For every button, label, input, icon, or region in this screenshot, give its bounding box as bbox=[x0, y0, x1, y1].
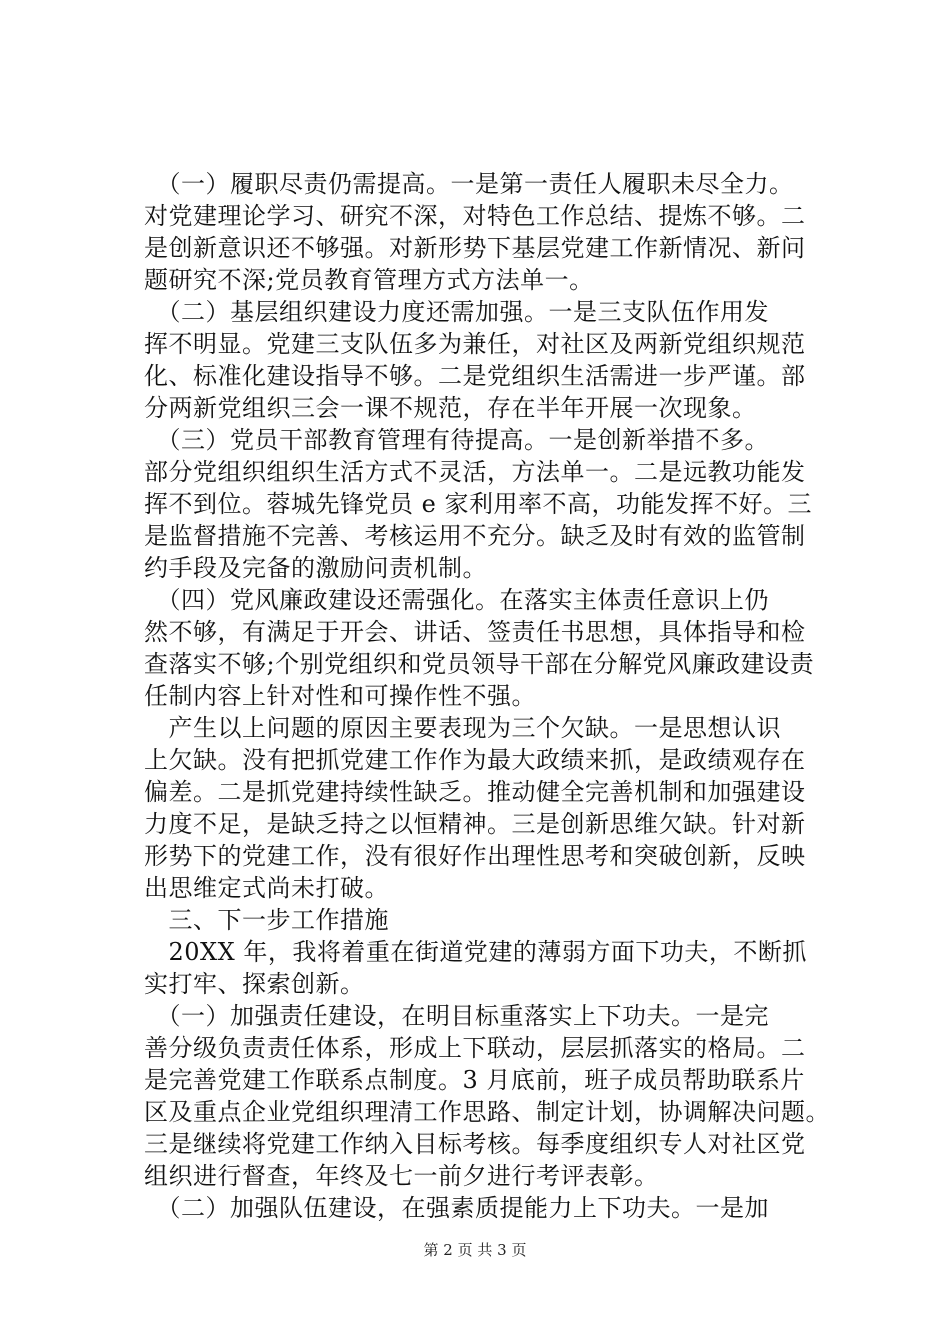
text-line: 挥不到位。蓉城先锋党员 e 家利用率不高，功能发挥不好。三 bbox=[144, 490, 812, 518]
text-line: 三是继续将党建工作纳入目标考核。每季度组织专人对社区党 bbox=[144, 1130, 806, 1158]
text-line: 偏差。二是抓党建持续性缺乏。推动健全完善机制和加强建设 bbox=[144, 778, 806, 806]
text-line: 题研究不深;党员教育管理方式方法单一。 bbox=[144, 266, 594, 294]
text-line: （二）加强队伍建设，在强素质提能力上下功夫。一是加 bbox=[144, 1194, 769, 1222]
text-line: 善分级负责责任体系，形成上下联动，层层抓落实的格局。二 bbox=[144, 1034, 806, 1062]
text-line: 上欠缺。没有把抓党建工作作为最大政绩来抓，是政绩观存在 bbox=[144, 746, 806, 774]
text-line: 任制内容上针对性和可操作性不强。 bbox=[144, 682, 536, 710]
text-line: 20XX 年，我将着重在街道党建的薄弱方面下功夫，不断抓 bbox=[144, 938, 807, 966]
text-line: 是创新意识还不够强。对新形势下基层党建工作新情况、新问 bbox=[144, 234, 806, 262]
text-line: 然不够，有满足于开会、讲话、签责任书思想，具体指导和检 bbox=[144, 618, 806, 646]
section-heading: 三、下一步工作措施 bbox=[144, 906, 389, 934]
text-line: （一）履职尽责仍需提高。一是第一责任人履职未尽全力。 bbox=[144, 170, 794, 198]
text-line: 是完善党建工作联系点制度。3 月底前，班子成员帮助联系片 bbox=[144, 1066, 805, 1094]
text-line: （一）加强责任建设，在明目标重落实上下功夫。一是完 bbox=[144, 1002, 769, 1030]
text-line: 约手段及完备的激励问责机制。 bbox=[144, 554, 487, 582]
text-line: 挥不明显。党建三支队伍多为兼任，对社区及两新党组织规范 bbox=[144, 330, 806, 358]
text-line: 产生以上问题的原因主要表现为三个欠缺。一是思想认识 bbox=[144, 714, 781, 742]
text-line: 是监督措施不完善、考核运用不充分。缺乏及时有效的监管制 bbox=[144, 522, 806, 550]
text-line: 区及重点企业党组织理清工作思路、制定计划，协调解决问题。 bbox=[144, 1098, 830, 1126]
text-line: （四）党风廉政建设还需强化。在落实主体责任意识上仍 bbox=[144, 586, 769, 614]
text-line: 力度不足，是缺乏持之以恒精神。三是创新思维欠缺。针对新 bbox=[144, 810, 806, 838]
text-line: 实打牢、探索创新。 bbox=[144, 970, 365, 998]
text-line: 部分党组织组织生活方式不灵活，方法单一。二是远教功能发 bbox=[144, 458, 806, 486]
text-line: （三）党员干部教育管理有待提高。一是创新举措不多。 bbox=[144, 426, 769, 454]
text-line: 查落实不够;个别党组织和党员领导干部在分解党风廉政建设责 bbox=[144, 650, 815, 678]
text-line: 分两新党组织三会一课不规范，存在半年开展一次现象。 bbox=[144, 394, 757, 422]
text-line: 出思维定式尚未打破。 bbox=[144, 874, 389, 902]
page-number-footer: 第 2 页 共 3 页 bbox=[423, 1241, 527, 1259]
text-line: 组织进行督查，年终及七一前夕进行考评表彰。 bbox=[144, 1162, 659, 1190]
text-line: 对党建理论学习、研究不深，对特色工作总结、提炼不够。二 bbox=[144, 202, 806, 230]
text-line: （二）基层组织建设力度还需加强。一是三支队伍作用发 bbox=[144, 298, 769, 326]
text-line: 化、标准化建设指导不够。二是党组织生活需进一步严谨。部 bbox=[144, 362, 806, 390]
text-line: 形势下的党建工作，没有很好作出理性思考和突破创新，反映 bbox=[144, 842, 806, 870]
document-body bbox=[144, 168, 834, 1224]
